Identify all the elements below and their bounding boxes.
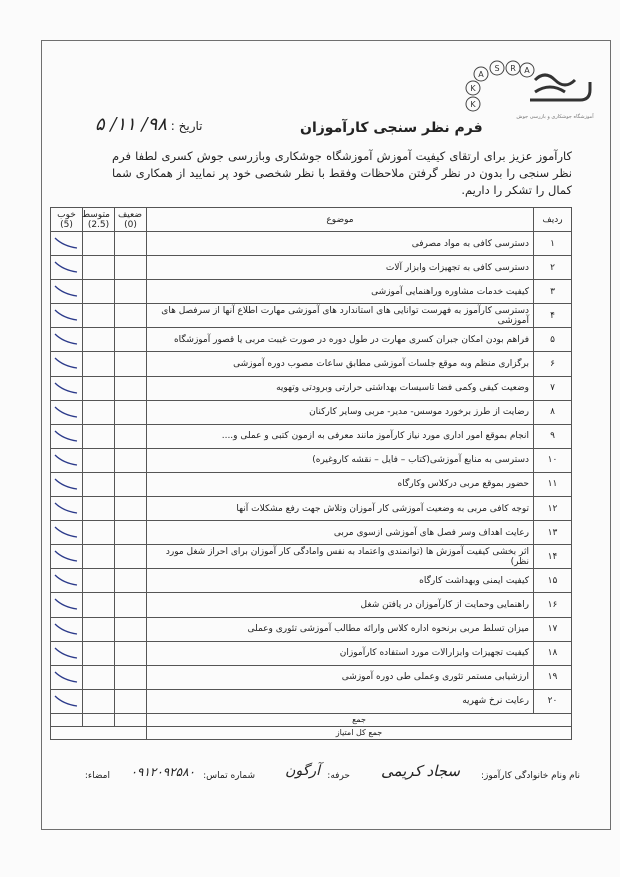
header-subject: موضوع	[147, 208, 534, 232]
row-subject: وضعیت کیفی وکمی فضا تاسیسات بهداشتی حرارتی وبرودتی وتهویه	[147, 376, 534, 400]
job-label: حرفه:	[327, 771, 350, 781]
row-subject: کیفیت خدمات مشاوره وراهنمایی آموزشی	[147, 280, 534, 304]
checkmark-icon	[53, 451, 79, 469]
table-row	[51, 232, 572, 256]
row-number: ۱۹	[534, 665, 572, 689]
total-cell	[51, 726, 147, 739]
table-row	[51, 497, 572, 521]
footer	[50, 762, 580, 808]
sum-cell	[51, 713, 83, 726]
checkmark-icon	[53, 330, 79, 348]
rating-good-cell[interactable]	[51, 376, 83, 400]
rating-weak-cell[interactable]	[115, 376, 147, 400]
rating-weak-cell[interactable]	[115, 497, 147, 521]
row-subject: کیفیت تجهیزات وابزارالات مورد استفاده کارآموزان	[147, 641, 534, 665]
row-number: ۲	[534, 256, 572, 280]
checkmark-icon	[53, 668, 79, 686]
row-number: ۱۴	[534, 545, 572, 569]
rating-medium-cell[interactable]	[83, 569, 115, 593]
table-row	[51, 545, 572, 569]
rating-good-cell[interactable]	[51, 400, 83, 424]
rating-weak-cell[interactable]	[115, 352, 147, 376]
total-label: جمع کل امتیاز	[147, 726, 572, 739]
rating-medium-cell[interactable]	[83, 328, 115, 352]
row-subject: دسترسی به منابع آموزشی(کتاب – فایل – نقشه کاروغیره)	[147, 448, 534, 472]
row-subject: رعایت نرخ شهریه	[147, 689, 534, 713]
row-subject: انجام بموقع امور اداری مورد نیاز کارآموز مانند معرفی به ازمون کتبی و عملی و....	[147, 424, 534, 448]
rating-medium-cell[interactable]	[83, 232, 115, 256]
row-subject: دسترسی کافی به مواد مصرفی	[147, 232, 534, 256]
form-date	[95, 114, 203, 135]
row-number: ۶	[534, 352, 572, 376]
rating-good-cell[interactable]	[51, 448, 83, 472]
table-row	[51, 304, 572, 328]
rating-good-cell[interactable]	[51, 593, 83, 617]
row-subject: حضور بموقع مربی درکلاس وکارگاه	[147, 472, 534, 496]
rating-good-cell[interactable]	[51, 280, 83, 304]
header-weak: ضعیف (0)	[115, 208, 147, 232]
row-number: ۵	[534, 328, 572, 352]
rating-good-cell[interactable]	[51, 641, 83, 665]
checkmark-icon	[53, 282, 79, 300]
row-subject: رضایت از طرز برخورد موسس- مدیر- مربی وسایر کارکنان	[147, 400, 534, 424]
checkmark-icon	[53, 475, 79, 493]
row-subject: راهنمایی وحمایت از کارآموزان در یافتن شغل	[147, 593, 534, 617]
form-title: فرم نظر سنجی کارآموزان	[300, 120, 483, 136]
rating-medium-cell[interactable]	[83, 304, 115, 328]
row-subject: دسترسی کارآموز به فهرست توانایی های استاندارد های آموزشی مهارت اطلاع آنها از سرفصل های آموزشی	[147, 304, 534, 328]
rating-medium-cell[interactable]	[83, 448, 115, 472]
table-row	[51, 569, 572, 593]
rating-medium-cell[interactable]	[83, 617, 115, 641]
sum-label: جمع	[147, 713, 572, 726]
row-number: ۱۰	[534, 448, 572, 472]
row-number: ۹	[534, 424, 572, 448]
checkmark-icon	[53, 620, 79, 638]
rating-medium-cell[interactable]	[83, 545, 115, 569]
rating-medium-cell[interactable]	[83, 593, 115, 617]
rating-good-cell[interactable]	[51, 569, 83, 593]
row-number: ۱۸	[534, 641, 572, 665]
table-row	[51, 593, 572, 617]
row-subject: رعایت اهداف وسر فصل های آموزشی ازسوی مربی	[147, 521, 534, 545]
total-row	[51, 726, 572, 739]
rating-weak-cell[interactable]	[115, 545, 147, 569]
table-header-row	[51, 208, 572, 232]
checkmark-icon	[53, 692, 79, 710]
rating-weak-cell[interactable]	[115, 304, 147, 328]
row-subject: برگزاری منظم وبه موقع جلسات آموزشی مطابق ساعات مصوب دوره آموزشی	[147, 352, 534, 376]
header-medium: متوسط (2.5)	[83, 208, 115, 232]
svg-text:R: R	[510, 64, 516, 73]
row-number: ۷	[534, 376, 572, 400]
svg-text:K: K	[470, 100, 476, 109]
row-subject: فراهم بودن امکان جبران کسری مهارت در طول دوره در صورت غیبت مربی یا قصور آموزشگاه	[147, 328, 534, 352]
rating-medium-cell[interactable]	[83, 352, 115, 376]
rating-weak-cell[interactable]	[115, 641, 147, 665]
rating-weak-cell[interactable]	[115, 256, 147, 280]
rating-weak-cell[interactable]	[115, 689, 147, 713]
table-row	[51, 617, 572, 641]
date-value: ۹۸/ ۱۱/ ۵	[95, 114, 167, 135]
checkmark-icon	[53, 306, 79, 324]
row-number: ۱	[534, 232, 572, 256]
sum-row	[51, 713, 572, 726]
table-row	[51, 400, 572, 424]
logo-tagline: آموزشگاه جوشکاری و بازرسی جوش	[516, 114, 594, 120]
rating-medium-cell[interactable]	[83, 497, 115, 521]
table-row	[51, 521, 572, 545]
name-value: سجاد کریمی	[380, 762, 460, 780]
row-number: ۲۰	[534, 689, 572, 713]
rating-good-cell[interactable]	[51, 617, 83, 641]
row-subject: توجه کافی مربی به وضعیت آموزشی کار آموزان وتلاش جهت رفع مشکلات آنها	[147, 497, 534, 521]
rating-good-cell[interactable]	[51, 352, 83, 376]
table-row	[51, 665, 572, 689]
rating-weak-cell[interactable]	[115, 424, 147, 448]
rating-good-cell[interactable]	[51, 232, 83, 256]
rating-weak-cell[interactable]	[115, 521, 147, 545]
row-number: ۸	[534, 400, 572, 424]
intro-text: کارآموز عزیز برای ارتقای کیفیت آموزش آموزشگاه جوشکاری وبازرسی جوش کسری لطفا فرم نظر سنجی را بدون در نظر گرفتن ملاحظات وفقط با نظر شخصی خود پر نمایید از همکاری شما کمال را تشکر را داریم.	[112, 149, 572, 197]
checkmark-icon	[53, 499, 79, 517]
rating-weak-cell[interactable]	[115, 472, 147, 496]
table-row	[51, 280, 572, 304]
row-number: ۱۲	[534, 497, 572, 521]
rating-good-cell[interactable]	[51, 472, 83, 496]
table-row	[51, 352, 572, 376]
row-number: ۱۷	[534, 617, 572, 641]
checkmark-icon	[53, 379, 79, 397]
phone-value: ۰۹۱۲۰۹۲۵۸۰	[130, 765, 195, 779]
rating-weak-cell[interactable]	[115, 328, 147, 352]
svg-text:K: K	[470, 84, 476, 93]
rating-weak-cell[interactable]	[115, 617, 147, 641]
svg-text:S: S	[494, 64, 500, 73]
checkmark-icon	[53, 547, 79, 565]
checkmark-icon	[53, 403, 79, 421]
rating-good-cell[interactable]	[51, 521, 83, 545]
rating-medium-cell[interactable]	[83, 521, 115, 545]
rating-weak-cell[interactable]	[115, 400, 147, 424]
row-subject: میزان تسلط مربی برنحوه اداره کلاس وارائه مطالب آموزشی تئوری وعملی	[147, 617, 534, 641]
rating-good-cell[interactable]	[51, 256, 83, 280]
signature-label: امضاء:	[84, 771, 110, 781]
rating-weak-cell[interactable]	[115, 665, 147, 689]
row-number: ۱۶	[534, 593, 572, 617]
name-label: نام ونام خانوادگی کارآموز:	[480, 771, 580, 781]
row-number: ۱۵	[534, 569, 572, 593]
checkmark-icon	[53, 644, 79, 662]
survey-table	[50, 207, 572, 740]
rating-medium-cell[interactable]	[83, 472, 115, 496]
checkmark-icon	[53, 234, 79, 252]
date-label: تاریخ :	[170, 119, 203, 133]
phone-label: شماره تماس:	[203, 771, 255, 781]
rating-good-cell[interactable]	[51, 665, 83, 689]
checkmark-icon	[53, 258, 79, 276]
rating-good-cell[interactable]	[51, 689, 83, 713]
rating-weak-cell[interactable]	[115, 448, 147, 472]
rating-medium-cell[interactable]	[83, 665, 115, 689]
rating-good-cell[interactable]	[51, 304, 83, 328]
sum-cell	[115, 713, 147, 726]
table-row	[51, 376, 572, 400]
rating-good-cell[interactable]	[51, 497, 83, 521]
svg-text:A: A	[478, 70, 484, 79]
table-row	[51, 256, 572, 280]
rating-weak-cell[interactable]	[115, 569, 147, 593]
rating-good-cell[interactable]	[51, 545, 83, 569]
rating-medium-cell[interactable]	[83, 376, 115, 400]
row-number: ۳	[534, 280, 572, 304]
table-row	[51, 448, 572, 472]
checkmark-icon	[53, 523, 79, 541]
header-good: خوب (5)	[51, 208, 83, 232]
rating-medium-cell[interactable]	[83, 256, 115, 280]
row-subject: کیفیت ایمنی وبهداشت کارگاه	[147, 569, 534, 593]
rating-weak-cell[interactable]	[115, 593, 147, 617]
checkmark-icon	[53, 427, 79, 445]
checkmark-icon	[53, 595, 79, 613]
row-number: ۱۱	[534, 472, 572, 496]
table-row	[51, 328, 572, 352]
row-subject: اثر بخشی کیفیت آموزش ها (توانمندی واعتماد به نفس وامادگی کار آموزان برای احراز شغل مورد نظر)	[147, 545, 534, 569]
rating-weak-cell[interactable]	[115, 280, 147, 304]
svg-text:A: A	[524, 66, 530, 75]
row-number: ۴	[534, 304, 572, 328]
header-row-no: ردیف	[534, 208, 572, 232]
rating-medium-cell[interactable]	[83, 689, 115, 713]
table-row	[51, 641, 572, 665]
rating-medium-cell[interactable]	[83, 424, 115, 448]
job-value: آرگون	[285, 763, 320, 779]
table-row	[51, 472, 572, 496]
row-number: ۱۳	[534, 521, 572, 545]
table-row	[51, 424, 572, 448]
rating-good-cell[interactable]	[51, 424, 83, 448]
rating-medium-cell[interactable]	[83, 641, 115, 665]
table-row	[51, 689, 572, 713]
checkmark-icon	[53, 571, 79, 589]
checkmark-icon	[53, 354, 79, 372]
rating-good-cell[interactable]	[51, 328, 83, 352]
rating-medium-cell[interactable]	[83, 280, 115, 304]
rating-medium-cell[interactable]	[83, 400, 115, 424]
sum-cell	[83, 713, 115, 726]
row-subject: دسترسی کافی به تجهیزات وابزار آلات	[147, 256, 534, 280]
rating-weak-cell[interactable]	[115, 232, 147, 256]
row-subject: ارزشیابی مستمر تئوری وعملی طی دوره آموزشی	[147, 665, 534, 689]
